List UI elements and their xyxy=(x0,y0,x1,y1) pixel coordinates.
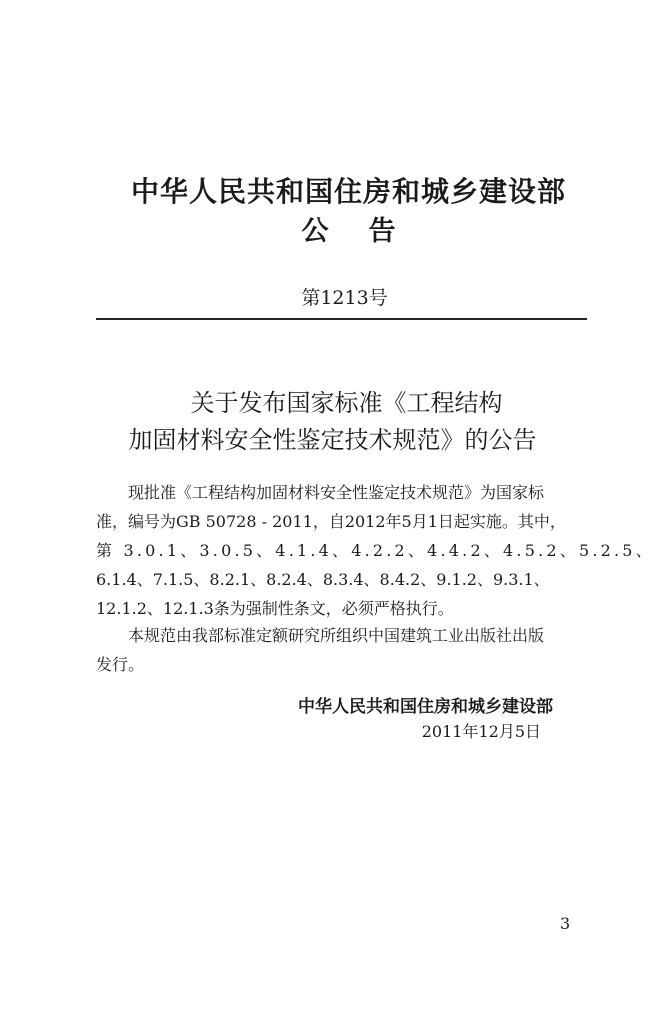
signature-organization: 中华人民共和国住房和城乡建设部 xyxy=(298,697,553,717)
paragraph-2-line-1: 本规范由我部标准定额研究所组织中国建筑工业出版社出版 xyxy=(128,626,545,645)
signature-date: 2011年12月5日 xyxy=(421,722,541,741)
subject-line-1: 关于发布国家标准《工程结构 xyxy=(190,389,503,417)
paragraph-1-line-4: 6.1.4、7.1.5、8.2.1、8.2.4、8.3.4、8.4.2、9.1.2、9.3.1、 xyxy=(96,570,550,589)
paragraph-1-line-5: 12.1.2、12.1.3条为强制性条文，必须严格执行。 xyxy=(96,599,454,618)
paragraph-1-line-1: 现批准《工程结构加固材料安全性鉴定技术规范》为国家标 xyxy=(128,483,545,502)
header-divider xyxy=(96,318,587,320)
ministry-title: 中华人民共和国住房和城乡建设部 xyxy=(130,175,566,208)
body-paragraph-1 xyxy=(96,478,655,623)
subject-line-2: 加固材料安全性鉴定技术规范》的公告 xyxy=(128,426,537,454)
paragraph-2-line-2: 发行。 xyxy=(96,655,145,674)
document-number: 第1213号 xyxy=(301,287,388,309)
body-paragraph-2 xyxy=(96,621,591,679)
paragraph-1-line-2: 准，编号为GB 50728 - 2011，自2012年5月1日起实施。其中， xyxy=(96,512,566,531)
notice-title: 公告 xyxy=(301,216,436,247)
page-number: 3 xyxy=(560,914,571,933)
paragraph-1-line-3: 第 3.0.1、3.0.5、4.1.4、4.2.2、4.4.2、4.5.2、5.2.5、 xyxy=(96,541,655,560)
